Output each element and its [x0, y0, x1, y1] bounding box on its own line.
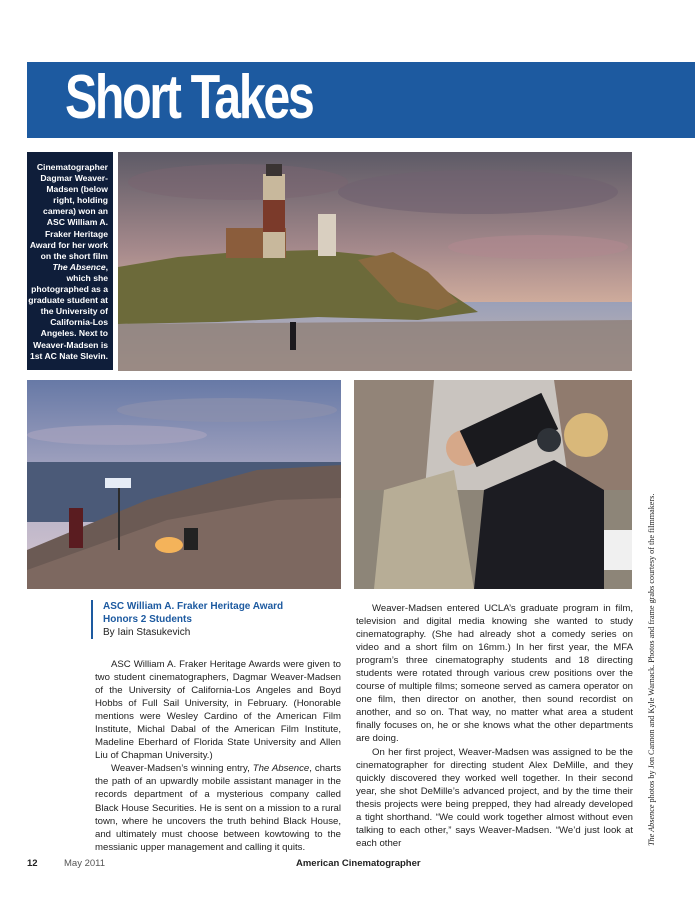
film-title: The Absence	[252, 763, 310, 775]
caption-text-end: , which she photographed as a graduate student at the University of California-Los Angeles. Next to Weaver-Madsen is 1st AC Nate Slevin.	[28, 261, 108, 361]
page-number: 12	[27, 858, 38, 869]
paragraph	[95, 762, 341, 853]
credit-film-title: The Absence	[647, 804, 656, 846]
article-column-right	[356, 602, 633, 850]
headline-line-1: ASC William A. Fraker Heritage Award	[103, 601, 284, 612]
photo-credit	[647, 494, 656, 846]
beach-set-photo	[27, 380, 341, 589]
lighthouse-photo	[118, 152, 632, 371]
paragraph-text: Weaver-Madsen’s winning entry,	[111, 763, 253, 775]
caption-text: Cinematographer Dagmar Weaver-Madsen (below right, holding camera) won an ASC William A. Fraker Heritage Award for her work on the short film	[29, 162, 108, 261]
photo-caption	[27, 152, 113, 370]
paragraph-text: , charts the path of an upwardly mobile assistant manager in the records department of a mysterious company called Black House Securities. He is sent on a mission to a rural town, where he uncovers the truth behind Black House, and ultimately must choose between kowtowing to the messianic upper management and calling it quits.	[95, 763, 341, 853]
section-title: Short Takes	[65, 63, 313, 132]
section-banner	[27, 62, 695, 138]
paragraph: Weaver-Madsen entered UCLA’s graduate program in film, television and digital media knowing she wanted to study cinematography. (She had already shot a comedy series on video and a short film on 16mm.) In her first year, the MFA program’s three cinematography students and 18 directing students were rotated through various crew positions over the course of multiple films; someone served as camera operator on one film, then director on another, then sound recordist on another, and so on. That way, no matter what area a student finally focuses on, he or she knows what the other departments are doing.	[356, 603, 633, 745]
paragraph: ASC William A. Fraker Heritage Awards were given to two student cinematographers, Dagmar Weaver-Madsen of the University of California-Los Angeles and Boyd Hobbs of Full Sail University, in February. (Honorable mentions were Wesley Cardino of the American Film Institute, Michal Dabal of the American Film Institute, Madeline Eberhard of Florida State University and Allen Liu of Chapman University.)	[95, 659, 341, 762]
caption-film-title: The Absence	[52, 261, 106, 272]
magazine-name: American Cinematographer	[296, 858, 421, 869]
headline-line-2: Honors 2 Students	[103, 614, 192, 625]
issue-date: May 2011	[64, 858, 106, 869]
credit-text: photos by Jon Cannon and Kyle Warnack. Photos and frame grabs courtesy of the filmmakers.	[647, 493, 656, 805]
article-column-left	[95, 658, 341, 854]
article-headline	[91, 600, 283, 639]
paragraph: On her first project, Weaver-Madsen was assigned to be the cinematographer for directing student Alex DeMille, and they quickly discovered they worked well together. In their second year, she shot DeMille’s advanced project, and by the time their thesis projects were being prepped, they had already developed a tight shorthand. “We could work together almost without even talking to each other,” says Weaver-Madsen. “We’d just look at each other	[356, 746, 633, 849]
camera-operator-photo	[354, 380, 632, 589]
byline: By Iain Stasukevich	[103, 627, 191, 638]
